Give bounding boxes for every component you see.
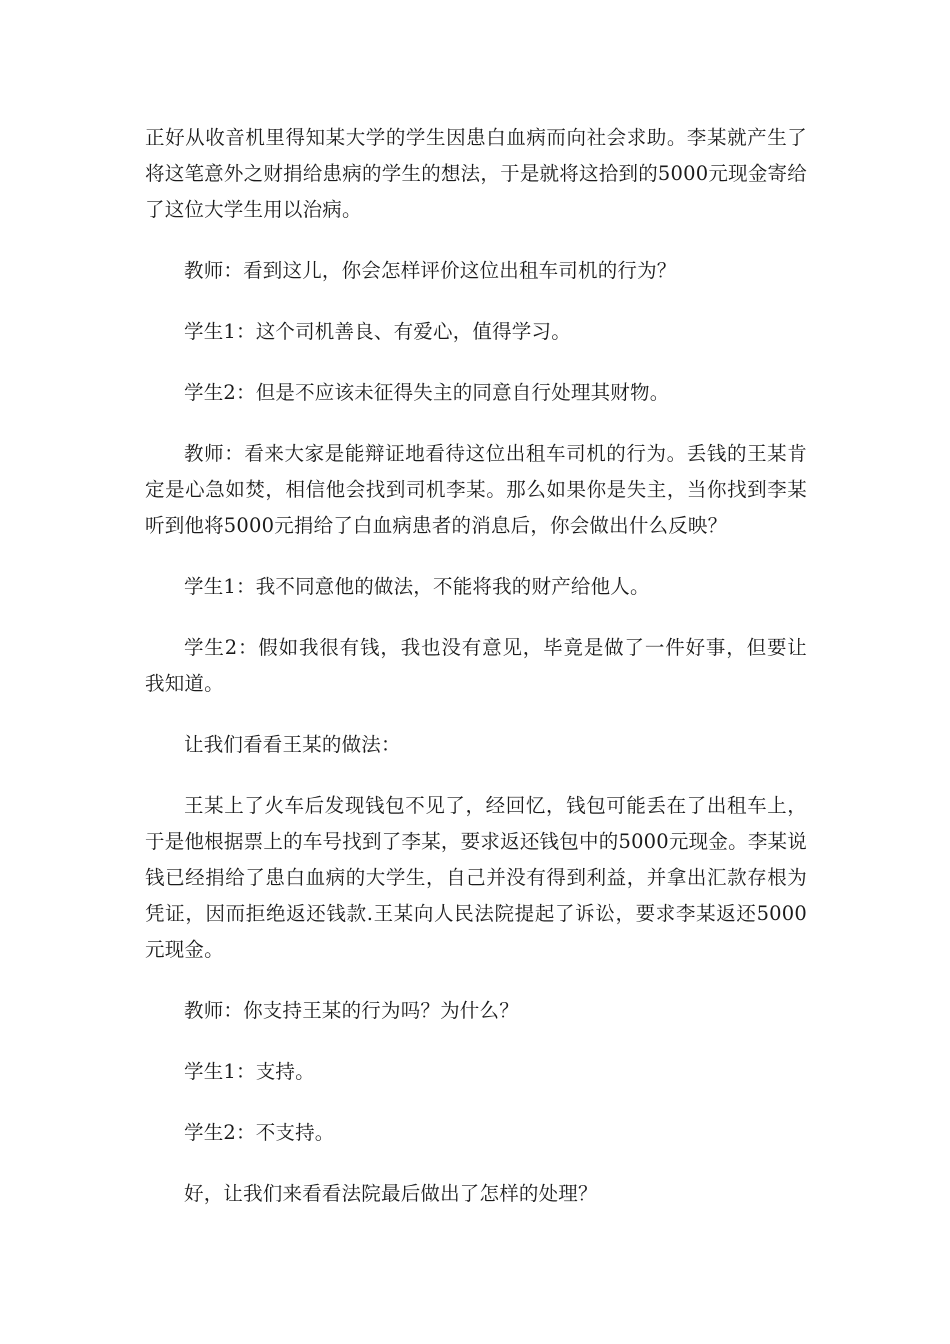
paragraph-2: 教师：看到这儿，你会怎样评价这位出租车司机的行为？: [184, 259, 677, 282]
paragraph-13: 好，让我们来看看法院最后做出了怎样的处理？: [184, 1182, 598, 1205]
paragraph-11: 学生1：支持。: [184, 1060, 315, 1083]
paragraph-3: 学生1：这个司机善良、有爱心，值得学习。: [184, 320, 571, 343]
paragraph-5: 教师：看来大家是能辩证地看待这位出租车司机的行为。丢钱的王某肯定是心急如焚，相信他会找到司机李某。那么如果你是失主，当你找到李某听到他将5000元捐给了白血病患者的消息后，你会做出什么反映？: [145, 442, 807, 537]
paragraph-6: 学生1：我不同意他的做法，不能将我的财产给他人。: [184, 575, 650, 598]
paragraph-12: 学生2：不支持。: [184, 1121, 335, 1144]
paragraph-1: 正好从收音机里得知某大学的学生因患白血病而向社会求助。李某就产生了将这笔意外之财捐给患病的学生的想法，于是就将这拾到的5000元现金寄给了这位大学生用以治病。: [145, 126, 807, 221]
paragraph-10: 教师：你支持王某的行为吗？为什么？: [184, 999, 519, 1022]
paragraph-4: 学生2：但是不应该未征得失主的同意自行处理其财物。: [184, 381, 670, 404]
document-body: [145, 120, 807, 1237]
paragraph-9: 王某上了火车后发现钱包不见了，经回忆，钱包可能丢在了出租车上，于是他根据票上的车号找到了李某，要求返还钱包中的5000元现金。李某说钱已经捐给了患白血病的大学生，自己并没有得到利益，并拿出汇款存根为凭证，因而拒绝返还钱款.王某向人民法院提起了诉讼，要求李某返还5000元现金。: [145, 794, 807, 961]
paragraph-7: 学生2：假如我很有钱，我也没有意见，毕竟是做了一件好事，但要让我知道。: [145, 636, 807, 695]
paragraph-8: 让我们看看王某的做法：: [184, 733, 401, 756]
